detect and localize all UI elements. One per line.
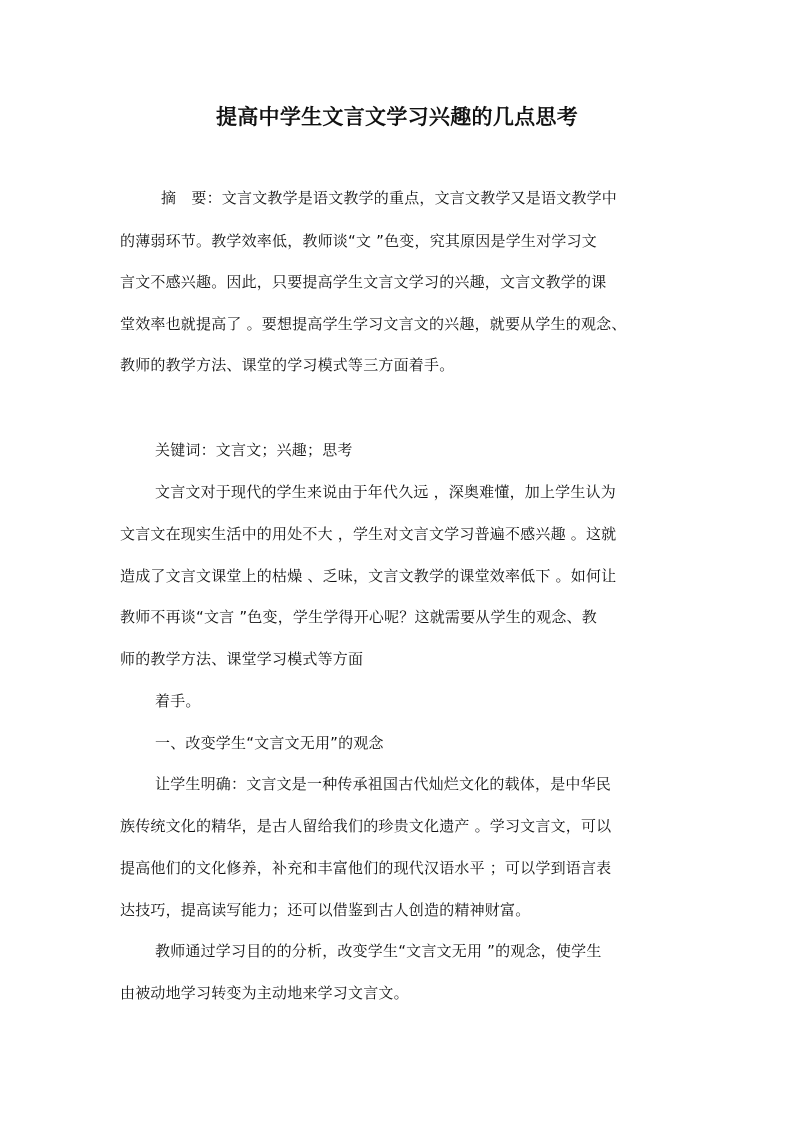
intro-line-1: 文言文对于现代的学生来说由于年代久远 ，深奥难懂，加上学生认为 [155,483,616,501]
intro-line-4: 教师不再谈“文言 ”色变，学生学得开心呢？这就需要从学生的观念、教 [120,608,597,626]
abstract-line-1: 摘 要：文言文教学是语文教学的重点，文言文教学又是语文教学中 [161,189,618,207]
section-heading-1: 一、改变学生“文言文无用”的观念 [155,734,384,752]
section1-para1-line-4: 达技巧，提高读写能力；还可以借鉴到古人创造的精神财富。 [120,901,531,919]
intro-line-5: 师的教学方法、课堂学习模式等方面 [120,650,364,668]
keywords-line: 关键词：文言文；兴趣；思考 [155,441,353,459]
document-title: 提高中学生文言文学习兴趣的几点思考 [215,105,579,129]
abstract-line-2: 的薄弱环节。教学效率低，教师谈“文 ”色变，究其原因是学生对学习文 [120,232,597,250]
section1-para1-line-1: 让学生明确：文言文是一种传承祖国古代灿烂文化的载体，是中华民 [155,775,612,793]
abstract-line-4: 堂效率也就提高了 。要想提高学生学习文言文的兴趣，就要从学生的观念、 [120,315,627,333]
intro-line-2: 文言文在现实生活中的用处不大 ，学生对文言文学习普遍不感兴趣 。这就 [120,525,617,543]
section1-para2-line-2: 由被动地学习转变为主动地来学习文言文。 [120,984,409,1002]
intro-line-6: 着手。 [155,692,201,710]
section1-para1-line-3: 提高他们的文化修养，补充和丰富他们的现代汉语水平 ；可以学到语言表 [120,859,612,877]
section1-para2-line-1: 教师通过学习目的的分析，改变学生“文言文无用 ”的观念，使学生 [155,942,602,960]
abstract-line-5: 教师的教学方法、课堂的学习模式等三方面着手。 [120,356,455,374]
section1-para1-line-2: 族传统文化的精华，是古人留给我们的珍贵文化遗产 。学习文言文，可以 [120,817,612,835]
abstract-line-3: 言文不感兴趣。因此，只要提高学生文言文学习的兴趣，文言文教学的课 [120,273,607,291]
intro-line-3: 造成了文言文课堂上的枯燥 、乏味，文言文教学的课堂效率低下 。如何让 [120,567,617,585]
